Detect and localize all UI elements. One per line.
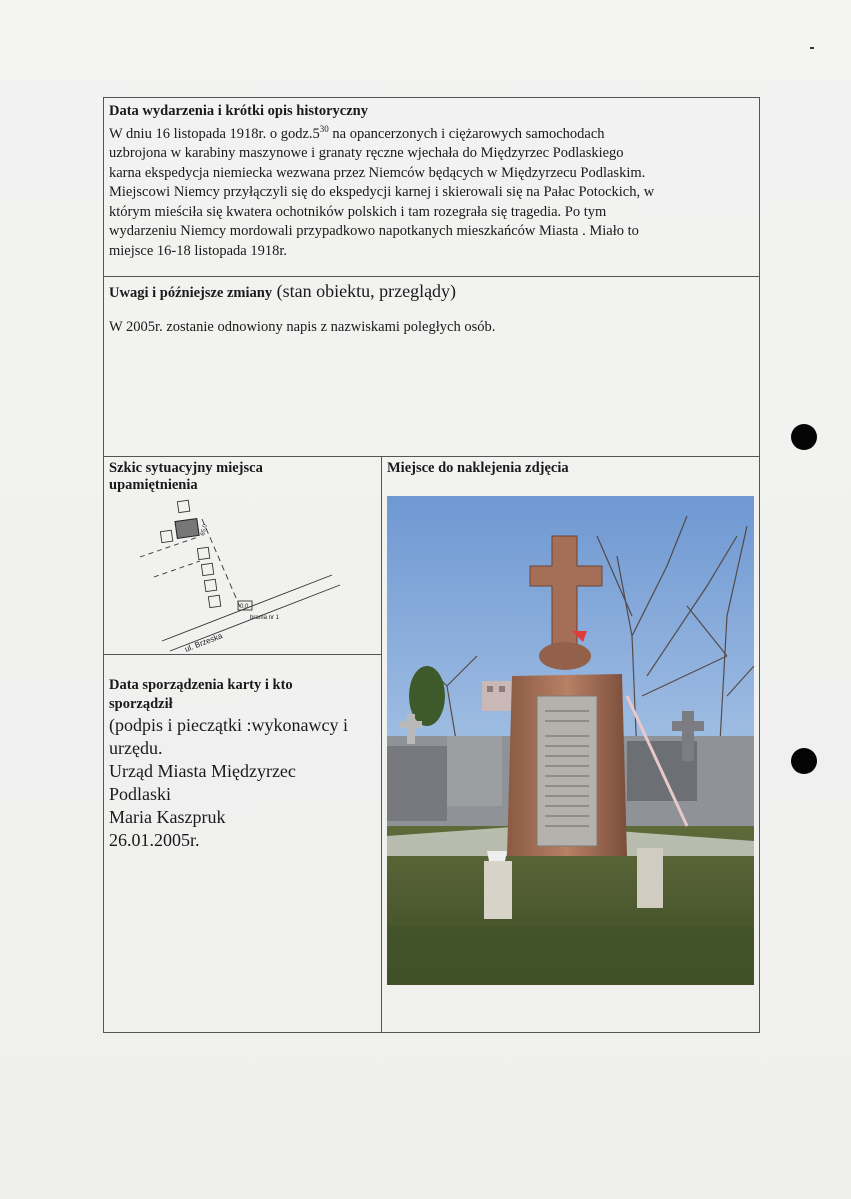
grave-label: 65,0 [200,523,209,537]
card-heading [109,676,377,714]
history-cell [109,103,754,261]
card-line: Urząd Miasta Międzyrzec [109,761,296,781]
path-line [202,519,240,607]
grave-plot [197,547,209,559]
card-heading-line: Data sporządzenia karty i kto [109,677,293,693]
card-heading-line: sporządził [109,696,173,712]
remarks-text: W 2005r. zostanie odnowiony napis z nazwiskami poległych osób. [109,319,496,335]
punch-hole [791,748,817,774]
card-cell [109,676,377,852]
history-text [109,120,754,261]
card-line: Maria Kaszpruk [109,807,226,827]
history-line: wydarzeniu Niemcy mordowali przypadkowo napotkanych mieszkańców Miasta . Miało to [109,223,639,240]
grave-plot [160,530,172,542]
sketch-heading-line: Szkic sytuacyjny miejsca [109,460,263,476]
gate-number: 0,0 [240,604,249,610]
history-line: na opancerzonych i ciężarowych samochodach [328,125,605,142]
divider [381,456,382,1032]
history-sup: 30 [319,124,329,134]
memorial-photo [387,496,754,985]
history-line: W dniu 16 listopada 1918r. o godz.5 [109,125,320,142]
memorial-plot [175,519,199,539]
sketch-cell [109,460,377,494]
card-line: urzędu. [109,738,163,758]
photo-heading: Miejsce do naklejenia zdjęcia [387,460,569,476]
grave-plot [177,500,189,512]
punch-hole [791,424,817,450]
path-line [140,537,198,557]
divider [104,276,759,277]
inscription-plaque [537,696,597,846]
history-line: którym mieściła się kwatera ochotników polskich i tam rozegrała się tragedia. Po tym [109,203,607,220]
gate-label: brama nr 1 [250,615,280,621]
card-text [109,714,377,852]
grave-plot [208,595,220,607]
scan-speck [810,47,814,49]
divider [104,456,759,457]
card-line: 26.01.2005r. [109,830,200,850]
candle-post [484,861,512,919]
street-label: ul. Brzeska [183,631,224,654]
history-line: miejsce 16-18 listopada 1918r. [109,242,287,259]
history-line: uzbrojona w karabiny maszynowe i granaty ręczne wjechała do Międzyrzec Podlaskiego [109,145,624,162]
sketch-heading-line: upamiętnienia [109,477,198,493]
path-line [154,561,200,577]
card-line: Podlaski [109,784,172,804]
remarks-heading-note: (stan obiektu, przeglądy) [272,281,457,301]
history-line: karna ekspedycja niemiecka wezwana przez Niemców będących w Międzyrzecu Podlaskim. [109,164,646,181]
site-sketch [140,495,380,655]
remarks-heading: Uwagi i późniejsze zmiany [109,285,273,301]
history-line: Miejscowi Niemcy przyłączyli się do ekspedycji karnej i skierowali się na Pałac Potockich, w [109,184,655,201]
grave-plot [204,579,216,591]
card-line: (podpis i pieczątki :wykonawcy i [109,715,348,735]
grave-plot [201,563,213,575]
sketch-heading [109,460,377,494]
history-heading: Data wydarzenia i krótki opis historyczny [109,103,368,119]
remarks-cell [109,281,754,338]
